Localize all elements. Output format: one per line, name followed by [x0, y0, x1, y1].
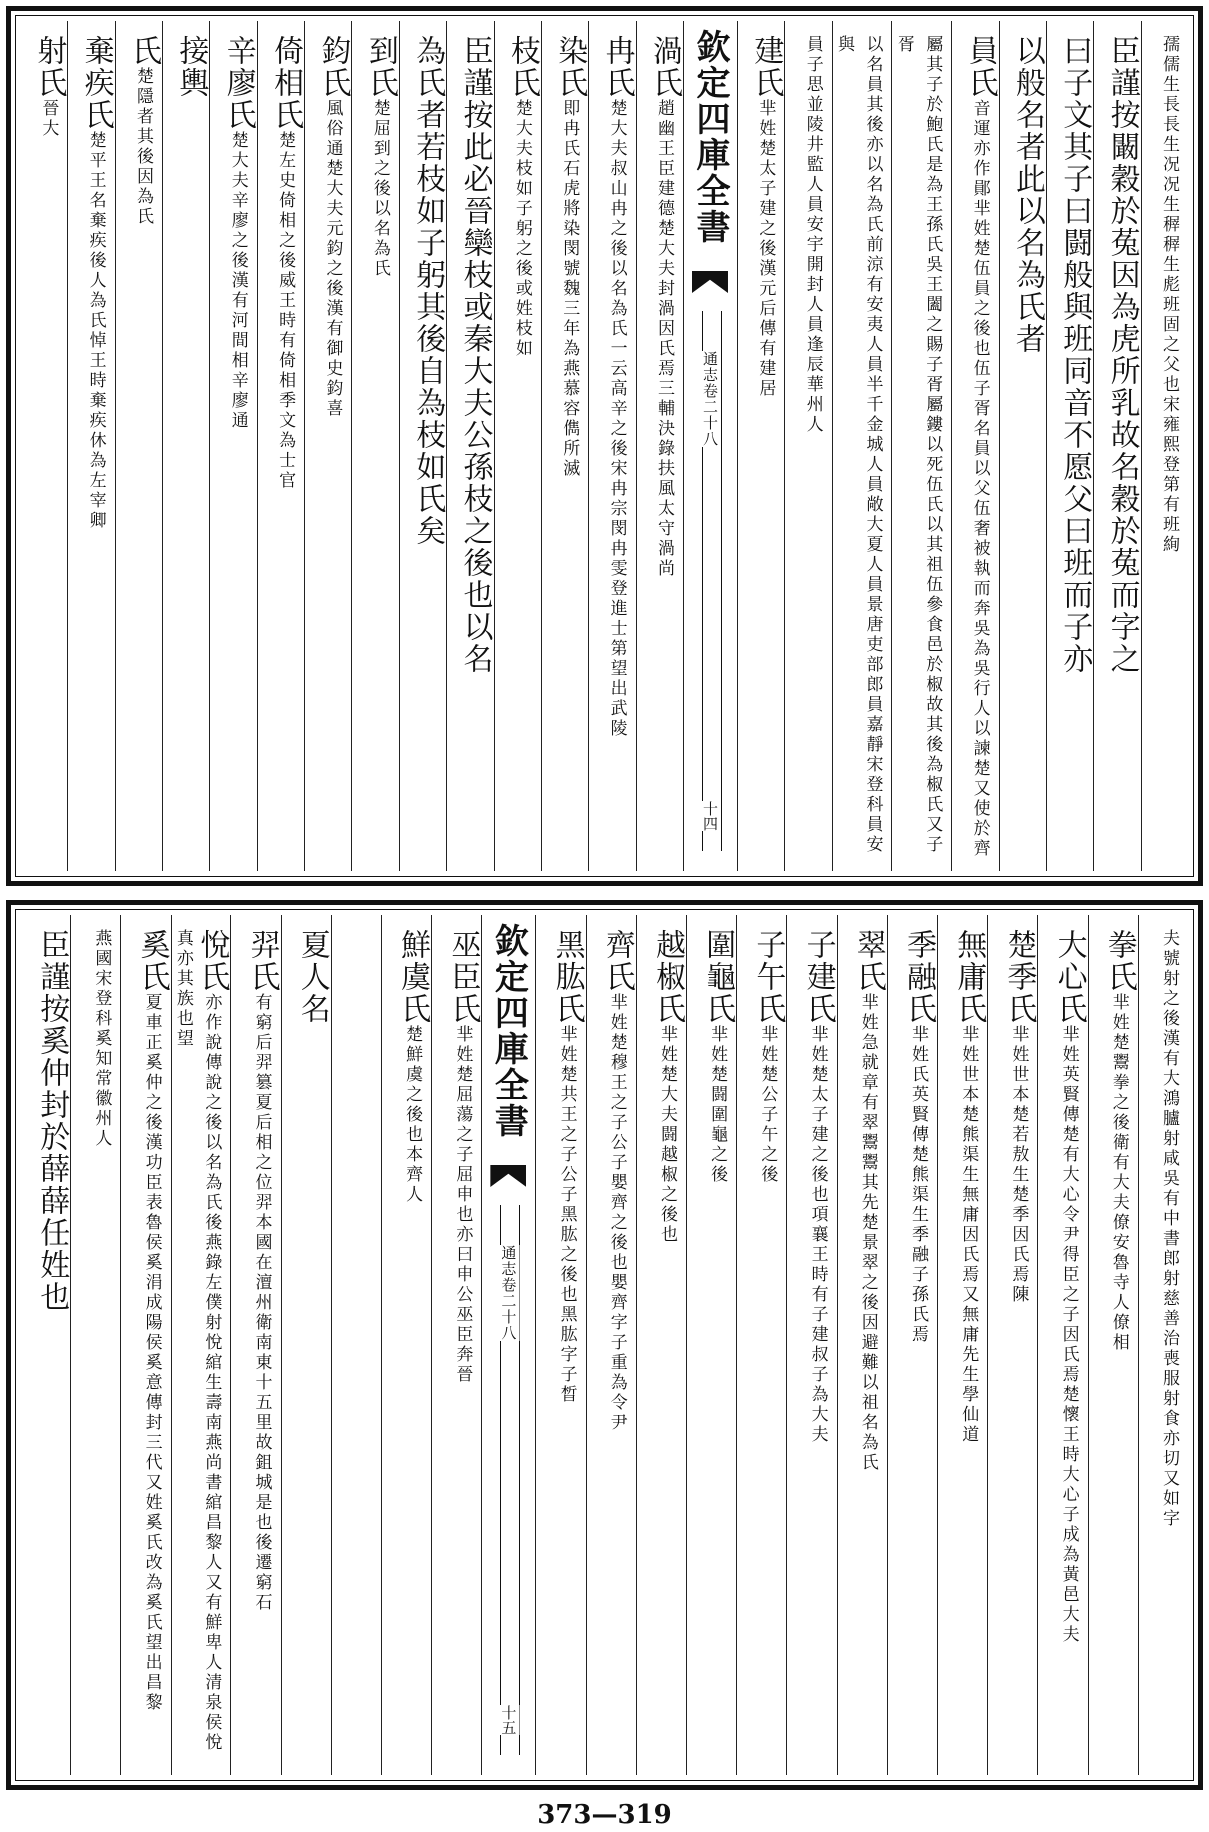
book-title: 欽定四庫全書: [488, 923, 529, 1139]
text-column: [209, 21, 256, 871]
column-note-text: 楚大夫辛廖之後漢有河間相辛廖通: [227, 131, 248, 431]
text-column: [1138, 915, 1188, 1775]
column-note-text: 芈姓英賢傳楚有大心令尹得臣之子因氏焉楚懷王時大心子成為黃邑大夫: [1058, 1025, 1079, 1645]
column-main-text: 以般名者此以名為氏者: [1009, 35, 1045, 355]
text-column: [736, 915, 786, 1775]
column-main-text: 夏人名: [294, 929, 330, 1025]
column-main-text: 建氏: [748, 35, 784, 99]
column-main-text: 冉氏: [599, 35, 635, 99]
column-main-text: 季融氏: [900, 929, 936, 1025]
column-note-text: 夫號射之後漢有大鴻臚射咸吳有中書郎射慈善治喪服射食亦切又如字: [1159, 929, 1179, 1529]
column-main-text: 奚氏: [134, 929, 170, 993]
page-number: 十五: [499, 1705, 518, 1735]
column-note-text: 夏車正奚仲之後漢功臣表魯侯奚涓成陽侯奚意傳封三代又姓奚氏改為奚氏望出昌黎: [141, 993, 162, 1713]
text-column: [588, 21, 635, 871]
text-column: [446, 21, 493, 871]
text-column: [737, 21, 784, 871]
column-note-text: 芈姓楚屈蕩之子屈申也亦曰申公巫臣奔晉: [452, 1025, 473, 1385]
column-main-text: 渦氏: [646, 35, 682, 99]
top-page: [6, 6, 1203, 886]
column-main-text: 齊氏: [599, 929, 635, 993]
column-note-text: 趙幽王臣建德楚大夫封渦因氏焉三輔決錄扶風太守渦尚: [653, 99, 674, 579]
text-column: [399, 21, 446, 871]
column-note-text: 芈姓世本楚熊渠生無庸因氏焉又無庸先生學仙道: [958, 1025, 979, 1445]
text-column: [535, 915, 585, 1775]
fish-tail-mark: [692, 271, 728, 293]
column-main-text: 臣謹按闞穀於菟因為虎所乳故名穀於菟而字之: [1104, 35, 1140, 675]
text-column: [1141, 21, 1188, 871]
column-main-text: 大心氏: [1051, 929, 1087, 1025]
text-column: [837, 915, 887, 1775]
text-column: [230, 915, 280, 1775]
text-column: [999, 21, 1046, 871]
text-column: [120, 915, 170, 1775]
column-main-text: 楚季氏: [1001, 929, 1037, 1025]
column-note-text: 芈姓楚太子建之後也項襄王時有子建叔子為大夫: [807, 1025, 828, 1445]
column-main-text: 圍龜氏: [700, 929, 736, 1025]
column-main-text: 子建氏: [800, 929, 836, 1025]
column-note-text: 以名員其後亦以名為氏前涼有安夷人員半千金城人員敞大夏人員景唐吏部郎員嘉靜宋登科員安與: [833, 35, 883, 855]
text-column: [21, 915, 70, 1775]
page-number: 十四: [700, 801, 719, 831]
text-column: [636, 915, 686, 1775]
column-note-text: 楚鮮虞之後也本齊人: [402, 1025, 423, 1205]
column-main-text: 拳氏: [1101, 929, 1137, 993]
column-note-text: 芈姓楚闘圍龜之後: [707, 1025, 728, 1185]
text-column: [171, 915, 231, 1775]
column-note-text: 芈姓世本楚若敖生楚季因氏焉陳: [1008, 1025, 1029, 1305]
column-note-text: 風俗通楚大夫元鈞之後漢有御史鈞喜: [322, 99, 343, 419]
text-column: [786, 915, 836, 1775]
text-column: [1088, 915, 1138, 1775]
text-column: [1037, 915, 1087, 1775]
column-note-text: 亦作說傳說之後以名為氏後燕錄左僕射悅綰生壽南燕尚書綰昌黎人又有鮮卑人清泉侯悅真亦其族也望: [172, 929, 222, 1753]
text-column: [281, 915, 331, 1775]
center-fold: [481, 915, 535, 1775]
text-column: [951, 21, 998, 871]
column-main-text: 臣謹按奚仲封於薛薛任姓也: [34, 929, 70, 1313]
text-column: [381, 915, 431, 1775]
text-column: [686, 915, 736, 1775]
column-main-text: 到氏: [362, 35, 398, 99]
text-column: [887, 915, 937, 1775]
text-column: [1093, 21, 1140, 871]
column-main-text: 曰子文其子曰闘般與班同音不愿父曰班而子亦: [1057, 35, 1093, 675]
column-note-text: 員子思並陵井監人員安宇開封人員逢辰華州人: [802, 35, 823, 435]
column-main-text: 染氏: [552, 35, 588, 99]
column-main-text: 無庸氏: [951, 929, 987, 1025]
column-note-text: 有窮后羿篡夏后相之位羿本國在澶州衛南東十五里故鉏城是也後遷窮石: [251, 993, 272, 1613]
text-column: [115, 21, 162, 871]
text-column: [937, 915, 987, 1775]
column-main-text: 子午氏: [750, 929, 786, 1025]
text-column: [494, 21, 541, 871]
column-main-text: 氏: [126, 35, 162, 67]
column-main-text: 倚相氏: [268, 35, 304, 131]
text-column: [70, 915, 120, 1775]
bottom-page: [6, 900, 1203, 1790]
column-note-text: 芈姓楚鬻拳之後衛有大夫僚安魯寺人僚相: [1108, 993, 1129, 1353]
column-note-text: 芈姓楚穆王之子公子嬰齊之後也嬰齊字子重為令尹: [606, 993, 627, 1433]
scan-page-footer: 373—319: [537, 1800, 672, 1830]
center-fold: [683, 21, 737, 871]
column-main-text: 越椒氏: [649, 929, 685, 1025]
column-note-text: 音運亦作鄖芈姓楚伍員之後也伍子胥名員以父伍奢被執而奔吳為吳行人以諫楚又使於齊: [969, 99, 990, 859]
column-note-text: 芈姓楚公子午之後: [757, 1025, 778, 1185]
column-note-text: 芈姓楚太子建之後漢元后傳有建居: [755, 99, 776, 399]
column-note-text: 芈姓楚共王之子公子黑肱之後也黑肱字子晳: [556, 1025, 577, 1405]
column-main-text: 員氏: [962, 35, 998, 99]
top-page-columns: [21, 21, 1188, 871]
volume-label: 通志卷二十八: [700, 351, 719, 447]
text-column: [586, 915, 636, 1775]
text-column: [891, 21, 951, 871]
column-main-text: 棄疾氏: [78, 35, 114, 131]
column-note-text: 楚隱者其後因為氏: [133, 67, 154, 227]
text-column: [21, 21, 67, 871]
column-note-text: 楚平王名棄疾後人為氏悼王時棄疾休為左宰卿: [85, 131, 106, 531]
column-note-text: 芈姓急就章有翠鬻鬻其先楚景翠之後因避難以祖名為氏: [857, 993, 878, 1473]
text-column: [832, 21, 892, 871]
column-main-text: 翠氏: [850, 929, 886, 993]
column-note-text: 即冉氏石虎將染閔號魏三年為燕慕容儁所滅: [559, 99, 580, 479]
text-column: [431, 915, 481, 1775]
book-title: 欽定四庫全書: [689, 29, 730, 245]
text-column: [1046, 21, 1093, 871]
text-column: [987, 915, 1037, 1775]
text-column: [541, 21, 588, 871]
column-main-text: 巫臣氏: [445, 929, 481, 1025]
volume-label: 通志卷二十八: [499, 1245, 518, 1341]
text-column: [257, 21, 304, 871]
column-main-text: 羿氏: [244, 929, 280, 993]
column-note-text: 燕國宋登科奚知常徽州人: [91, 929, 112, 1149]
column-note-text: 楚大夫枝如子躬之後或姓枝如: [511, 99, 532, 359]
column-main-text: 接輿: [173, 35, 209, 99]
column-note-text: 晉大: [38, 99, 59, 139]
text-column: [784, 21, 831, 871]
fish-tail-mark: [490, 1165, 526, 1187]
column-note-text: 楚左史倚相之後威王時有倚相季文為士官: [275, 131, 296, 491]
column-main-text: 為氏者若枝如子躬其後自為枝如氏矣: [410, 35, 446, 547]
column-main-text: 鈞氏: [315, 35, 351, 99]
bottom-page-columns: [21, 915, 1188, 1775]
column-main-text: 悅氏: [194, 929, 230, 993]
text-column: [67, 21, 114, 871]
column-main-text: 辛廖氏: [220, 35, 256, 131]
column-main-text: 臣謹按此必晉欒枝或秦大夫公孫枝之後也以名: [457, 35, 493, 675]
text-column: [636, 21, 683, 871]
column-main-text: 鮮虞氏: [395, 929, 431, 1025]
column-note-text: 楚屈到之後以名為氏: [369, 99, 390, 279]
column-note-text: 芈姓楚大夫闘越椒之後也: [656, 1025, 677, 1245]
column-main-text: 枝氏: [504, 35, 540, 99]
text-column: [162, 21, 209, 871]
text-column: [304, 21, 351, 871]
column-note-text: 楚大夫叔山冉之後以名為氏一云高辛之後宋冉宗閔冉雯登進士第望出武陵: [606, 99, 627, 739]
column-main-text: 射氏: [31, 35, 67, 99]
text-column: [351, 21, 398, 871]
column-note-text: 屬其子於鮑氏是為王孫氏吳王闔之賜子胥屬鏤以死伍氏以其祖伍參食邑於椒故其後為椒氏又子胥: [893, 35, 943, 855]
text-column: [331, 915, 381, 1775]
column-main-text: 黑肱氏: [549, 929, 585, 1025]
column-note-text: 芈姓氏英賢傳楚熊渠生季融子孫氏焉: [907, 1025, 928, 1345]
column-note-text: 孺儒生長長生况况生稺稺生彪班固之父也宋雍熙登第有班絢: [1159, 35, 1179, 555]
